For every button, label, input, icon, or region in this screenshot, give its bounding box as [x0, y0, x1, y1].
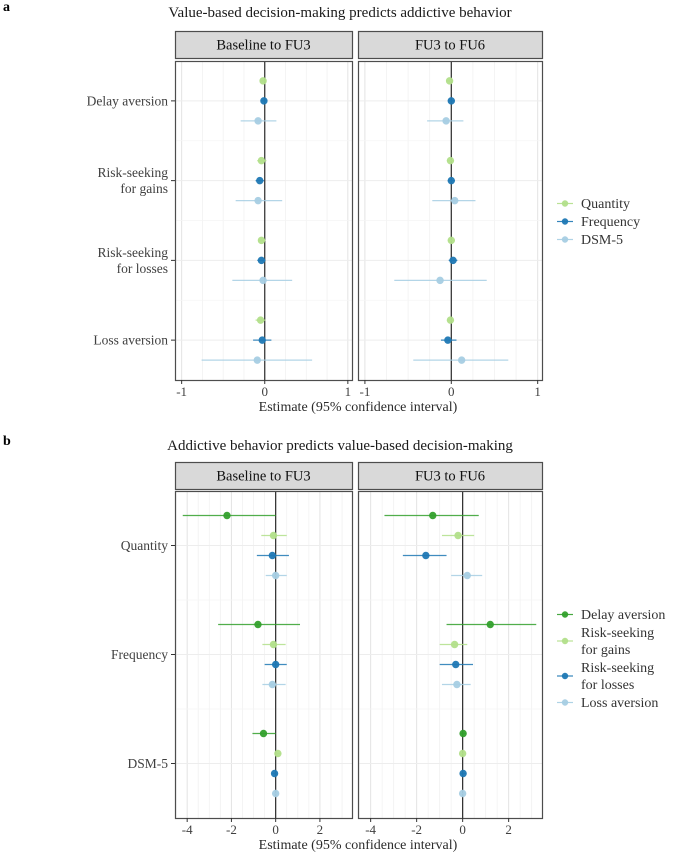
- category-label: DSM-5: [127, 756, 168, 771]
- estimate-point: [487, 621, 494, 628]
- estimate-point: [459, 770, 466, 777]
- estimate-point: [274, 750, 281, 757]
- estimate-point: [272, 661, 279, 668]
- legend-key-dot: [562, 611, 568, 617]
- estimate-point: [271, 770, 278, 777]
- legend-label: Risk-seeking: [581, 661, 655, 676]
- panel-a-label: a: [3, 0, 10, 15]
- legend-key-dot: [562, 218, 568, 224]
- legend-panel-b: [557, 608, 665, 711]
- panel-b-label: b: [3, 434, 11, 449]
- estimate-point: [260, 730, 267, 737]
- x-tick-label: 0: [459, 822, 466, 837]
- estimate-point: [269, 552, 276, 559]
- estimate-point: [447, 157, 454, 164]
- x-tick-label: -4: [365, 822, 377, 837]
- estimate-point: [272, 790, 279, 797]
- panel-a-title: Value-based decision-making predicts addictive behavior: [168, 5, 512, 21]
- legend-label: for losses: [581, 678, 635, 693]
- x-tick-label: 1: [344, 384, 352, 399]
- x-tick-label: 2: [316, 822, 324, 837]
- estimate-point: [459, 790, 466, 797]
- estimate-point: [452, 661, 459, 668]
- estimate-point: [429, 512, 436, 519]
- estimate-point: [448, 97, 455, 104]
- panel-a-x-axis-title: Estimate (95% confidence interval): [258, 400, 458, 415]
- legend-label: Frequency: [581, 215, 641, 230]
- estimate-point: [223, 512, 230, 519]
- category-label: Risk-seeking: [97, 244, 168, 260]
- panel-b: [111, 463, 665, 838]
- estimate-point: [422, 552, 429, 559]
- category-label: Delay aversion: [86, 93, 168, 109]
- estimate-point: [270, 641, 277, 648]
- legend-label: Quantity: [581, 197, 630, 212]
- estimate-point: [258, 257, 265, 264]
- estimate-point: [444, 336, 451, 343]
- legend-key-dot: [562, 236, 568, 242]
- legend-key-dot: [562, 200, 568, 206]
- facet-strip-label: FU3 to FU6: [414, 37, 486, 54]
- estimate-point: [459, 730, 466, 737]
- legend-key-dot: [562, 673, 568, 679]
- legend-label: Loss aversion: [581, 696, 659, 711]
- estimate-point: [272, 572, 279, 579]
- panel-b-title: Addictive behavior predicts value-based decision-making: [167, 438, 513, 454]
- estimate-point: [260, 97, 267, 104]
- x-tick-label: -2: [225, 822, 237, 837]
- estimate-point: [254, 356, 261, 363]
- facet-strip-label: FU3 to FU6: [414, 468, 486, 485]
- estimate-point: [464, 572, 471, 579]
- estimate-point: [446, 77, 453, 84]
- legend-label: Risk-seeking: [581, 626, 655, 641]
- legend-key-dot: [562, 638, 568, 644]
- legend-label: for gains: [581, 643, 631, 658]
- x-tick-label: -2: [411, 822, 423, 837]
- x-tick-label: 2: [505, 822, 512, 837]
- estimate-point: [459, 750, 466, 757]
- estimate-point: [259, 336, 266, 343]
- estimate-point: [458, 356, 465, 363]
- estimate-point: [442, 117, 449, 124]
- estimate-point: [448, 237, 455, 244]
- facet-strip-label: Baseline to FU3: [216, 37, 311, 54]
- legend-key-dot: [562, 699, 568, 705]
- category-label: for gains: [120, 181, 168, 197]
- estimate-point: [454, 532, 461, 539]
- estimate-point: [447, 316, 454, 323]
- x-tick-label: -1: [359, 384, 371, 399]
- estimate-point: [436, 277, 443, 284]
- estimate-point: [254, 621, 261, 628]
- estimate-point: [257, 316, 264, 323]
- estimate-point: [258, 157, 265, 164]
- facet-strip-label: Baseline to FU3: [216, 468, 311, 485]
- panel-a: [87, 32, 640, 400]
- x-tick-label: 0: [261, 384, 268, 399]
- estimate-point: [451, 641, 458, 648]
- legend-label: Delay aversion: [581, 608, 666, 623]
- category-label: Risk-seeking: [97, 165, 168, 181]
- estimate-point: [256, 177, 263, 184]
- estimate-point: [448, 177, 455, 184]
- legend-panel-a: [557, 197, 640, 248]
- x-tick-label: -1: [176, 384, 188, 399]
- category-label: for losses: [116, 260, 168, 276]
- estimate-point: [451, 197, 458, 204]
- estimate-point: [269, 681, 276, 688]
- category-label: Frequency: [111, 647, 168, 662]
- estimate-point: [449, 257, 456, 264]
- estimate-point: [258, 237, 265, 244]
- panel-border: [359, 62, 543, 381]
- panel-b-x-axis-title: Estimate (95% confidence interval): [258, 838, 458, 853]
- estimate-point: [254, 197, 261, 204]
- estimate-point: [259, 277, 266, 284]
- legend-label: DSM-5: [581, 233, 624, 248]
- x-tick-label: 1: [534, 384, 541, 399]
- category-label: Quantity: [120, 538, 168, 553]
- x-tick-label: -4: [181, 822, 193, 837]
- x-tick-label: 0: [448, 384, 455, 399]
- estimate-point: [270, 532, 277, 539]
- x-tick-label: 0: [272, 822, 279, 837]
- estimate-point: [259, 77, 266, 84]
- category-label: Loss aversion: [93, 332, 168, 348]
- estimate-point: [254, 117, 261, 124]
- estimate-point: [453, 681, 460, 688]
